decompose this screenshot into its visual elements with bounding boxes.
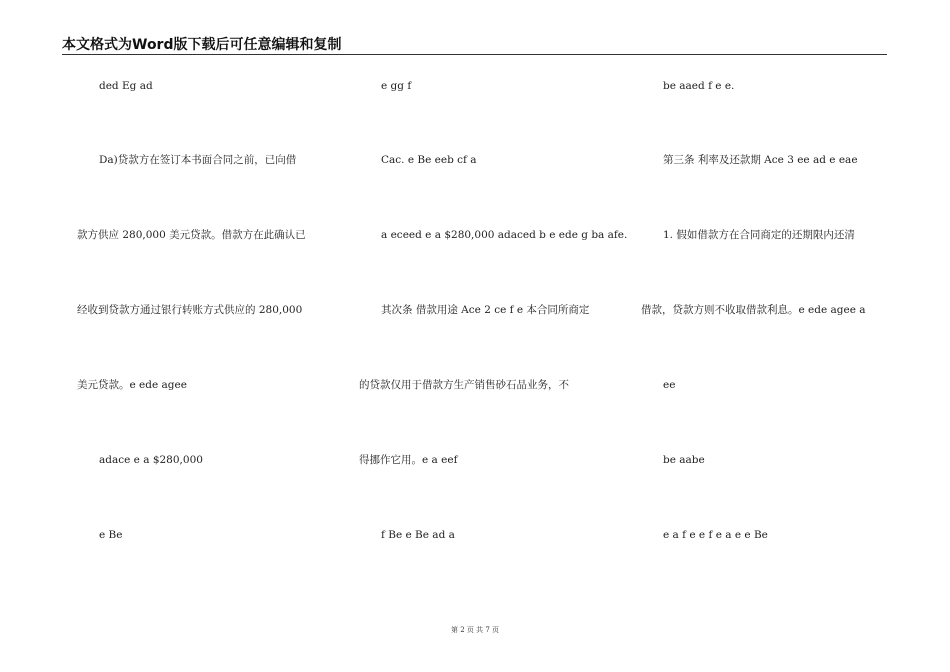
col3-line-2: 第三条 利率及还款期 Ace 3 ee ad e eae: [663, 154, 858, 166]
col1-line-2: Da)贷款方在签订本书面合同之前，已向借: [99, 154, 297, 166]
col1-line-1: ded Eg ad: [99, 80, 153, 92]
col1-line-3: 款方供应 280,000 美元贷款。借款方在此确认已: [77, 229, 306, 241]
page-number: 第 2 页 共 7 页: [450, 626, 500, 634]
col3-line-5: ee: [663, 379, 676, 391]
col2-line-4: 其次条 借款用途 Ace 2 ce f e 本合同所商定: [381, 304, 590, 316]
col3-line-1: be aaed f e e.: [663, 80, 735, 92]
header-divider: [62, 54, 887, 55]
col2-line-6: 得挪作它用。e a eef: [359, 454, 458, 466]
col1-line-5: 美元贷款。e ede agee: [77, 379, 187, 391]
col3-line-4: 借款，贷款方则不收取借款利息。e ede agee a: [641, 304, 866, 316]
col2-line-5: 的贷款仅用于借款方生产销售砂石品业务，不: [359, 379, 569, 391]
col2-line-1: e gg f: [381, 80, 412, 92]
col2-line-7: f Be e Be ad a: [381, 529, 455, 541]
document-header-title: 本文格式为Word版下载后可任意编辑和复制: [62, 37, 342, 53]
col1-line-6: adace e a $280,000: [99, 454, 203, 466]
col3-line-6: be aabe: [663, 454, 705, 466]
col2-line-2: Cac. e Be eeb cf a: [381, 154, 477, 166]
col1-line-7: e Be: [99, 529, 123, 541]
col2-line-3: a eceed e a $280,000 adaced b e ede g ba afe.: [381, 229, 628, 241]
col1-line-4: 经收到贷款方通过银行转账方式供应的 280,000: [77, 304, 303, 316]
col3-line-7: e a f e e f e a e e Be: [663, 529, 768, 541]
col3-line-3: 1. 假如借款方在合同商定的还期限内还清: [663, 229, 855, 241]
